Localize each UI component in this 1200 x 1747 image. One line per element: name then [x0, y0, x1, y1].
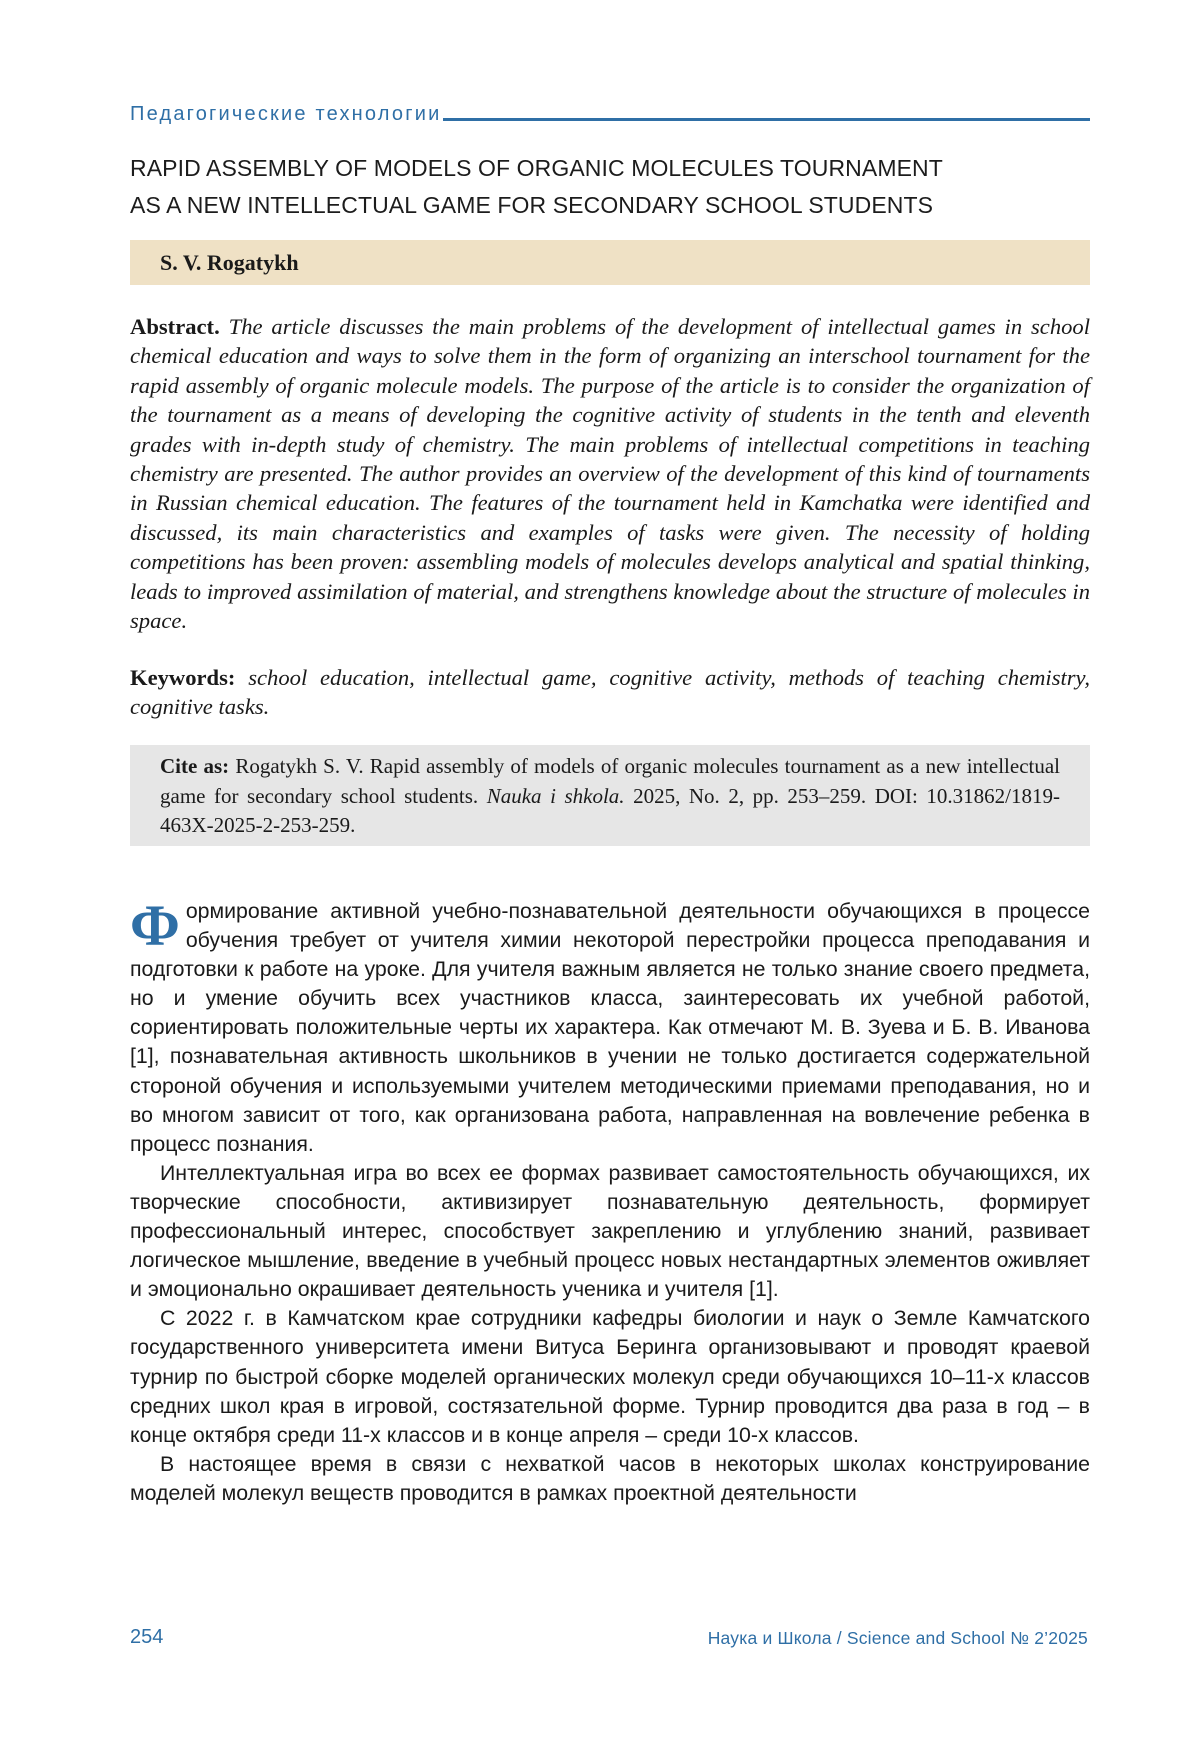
article-body: [130, 893, 1090, 1508]
keywords-text: school education, intellectual game, cognitive activity, methods of teaching chemistry, cognitive tasks.: [130, 665, 1090, 720]
article-title-line-2: AS A NEW INTELLECTUAL GAME FOR SECONDARY SCHOOL STUDENTS: [130, 192, 934, 218]
paragraph-2: Интеллектуальная игра во всех ее формах развивает самостоятельность обучающихся, их творческие способности, активизирует познавательную деятельность, формирует профессиональный интерес, способствует закреплению и углублению знаний, развивает логическое мышление, введение в учебный процесс новых нестандартных элементов оживляет и эмоционально окрашивает деятельность ученика и учителя [1].: [130, 1160, 1090, 1302]
abstract-label: Abstract.: [130, 314, 220, 339]
journal-footer: Наука и Школа / Science and School № 2’2025: [707, 1628, 1088, 1648]
author-band: [130, 240, 1090, 285]
citation-text-after: 2025, No. 2, pp. 253–259. DOI: 10.31862/1819-463X-2025-2-253-259.: [160, 783, 1060, 837]
citation-text-before: Rogatykh S. V. Rapid assembly of models of organic molecules tournament as a new intellectual game for secondary school students.: [160, 754, 1061, 808]
citation-text: [160, 752, 1060, 841]
section-rule: [443, 118, 1090, 121]
page-number: 254: [130, 1626, 164, 1648]
section-header: [130, 103, 1090, 125]
paragraph-1: [130, 893, 1090, 1159]
citation-box: [130, 745, 1090, 846]
keywords: [130, 663, 1090, 722]
drop-cap: Ф: [130, 893, 180, 958]
author-name: S. V. Rogatykh: [160, 250, 299, 275]
paragraph-1-text: ормирование активной учебно-познавательной деятельности обучающихся в процессе обучения требует от учителя химии некоторой перестройки процесса преподавания и подготовки к работе на уроке. Для учителя важным является не только знание своего предмета, но и умение обучить всех участников класса, заинтересовать их учебной работой, сориентировать положительные черты их характера. Как отмечают М. В. Зуева и Б. В. Иванова [1], познавательная активность школьников в учении не только достигается содержательной стороной обучения и используемыми учителем методическими приемами преподавания, но и во многом зависит от того, как организована работа, направленная на вовлечение ребенка в процесс познания.: [130, 899, 1090, 1156]
abstract-text: The article discusses the main problems of the development of intellectual games in school chemical education and ways to solve them in the form of organizing an interschool tournament for the rapid assembly of organic molecule models. The purpose of the article is to consider the organization of the tournament as a means of developing the cognitive activity of students in the tenth and eleventh grades with in-depth study of chemistry. The main problems of intellectual competitions in teaching chemistry are presented. The author provides an overview of the development of this kind of tournaments in Russian chemical education. The features of the tournament held in Kamchatka were identified and discussed, its main characteristics and examples of tasks were given. The necessity of holding competitions has been proven: assembling models of molecules develops analytical and spatial thinking, leads to improved assimilation of material, and strengthens knowledge about the structure of molecules in space.: [130, 314, 1090, 634]
paragraph-4: В настоящее время в связи с нехваткой часов в некоторых школах конструирование моделей молекул веществ проводится в рамках проектной деятельности: [130, 1451, 1090, 1505]
article-title-line-1: RAPID ASSEMBLY OF MODELS OF ORGANIC MOLECULES TOURNAMENT: [130, 155, 943, 181]
keywords-label: Keywords:: [130, 665, 236, 690]
abstract: [130, 312, 1090, 635]
section-title: Педагогические технологии: [130, 103, 442, 125]
article-title: [130, 150, 1030, 224]
paragraph-3: С 2022 г. в Камчатском крае сотрудники кафедры биологии и наук о Земле Камчатского государственного университета имени Витуса Беринга организовывают и проводят краевой турнир по быстрой сборке моделей органических молекул среди обучающихся 10–11-х классов средних школ края в игровой, состязательной форме. Турнир проводится два раза в год – в конце октября среди 11-х классов и в конце апреля – среди 10-х классов.: [130, 1306, 1090, 1447]
citation-journal: Nauka i shkola.: [486, 783, 625, 808]
citation-label: Cite as:: [160, 754, 230, 778]
